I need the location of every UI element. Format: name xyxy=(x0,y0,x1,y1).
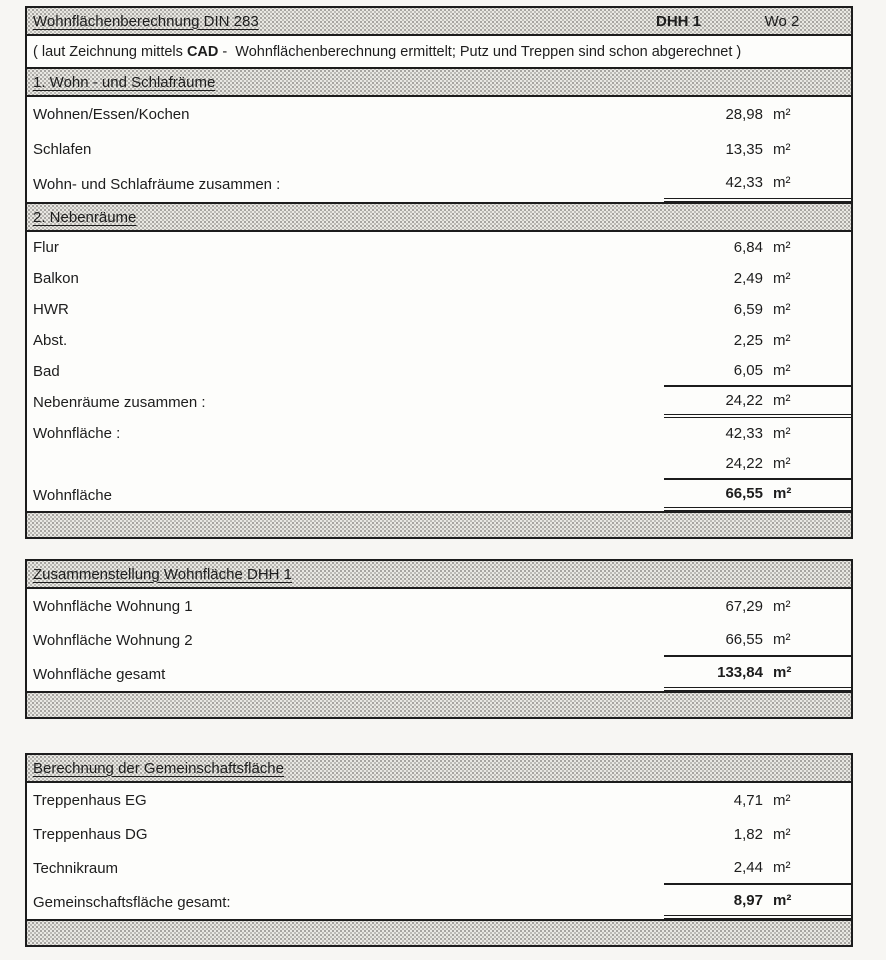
subtitle-text-a: ( laut Zeichnung mittels xyxy=(33,43,187,60)
column-header-dhh1: DHH 1 xyxy=(655,12,701,30)
row-unit: m² xyxy=(773,362,791,379)
row-value-group xyxy=(664,623,851,657)
hatched-footer-band xyxy=(27,511,851,537)
row-unit: m² xyxy=(773,392,791,409)
table1-header-band xyxy=(27,8,851,36)
row-unit: m² xyxy=(773,663,792,681)
row-unit: m² xyxy=(773,455,791,472)
row-value-group xyxy=(664,294,851,325)
table-row xyxy=(27,623,851,657)
table3-header-band xyxy=(27,755,851,783)
row-unit: m² xyxy=(773,239,791,256)
row-label: Wohn- und Schlafräume zusammen : xyxy=(33,176,281,193)
row-value: 1,82 xyxy=(733,825,763,843)
table-row-total xyxy=(27,480,851,511)
row-value: 8,97 xyxy=(733,891,763,909)
row-unit: m² xyxy=(773,332,791,349)
row-unit: m² xyxy=(773,630,791,648)
row-value: 133,84 xyxy=(717,663,763,681)
table-row xyxy=(27,232,851,263)
row-unit: m² xyxy=(773,301,791,318)
hatched-footer-band xyxy=(27,691,851,717)
table-row xyxy=(27,294,851,325)
section2-title: 2. Nebenräume xyxy=(33,208,137,226)
table-row xyxy=(27,418,851,449)
section1-header-band xyxy=(27,67,851,97)
row-value-group xyxy=(664,885,851,919)
row-value-group xyxy=(664,132,851,167)
row-label: Schlafen xyxy=(33,141,92,158)
row-label: Abst. xyxy=(33,332,68,349)
row-value-group xyxy=(664,783,851,817)
row-unit: m² xyxy=(773,485,792,502)
table-row xyxy=(27,263,851,294)
row-label: Wohnfläche : xyxy=(33,425,121,442)
table2-title: Zusammenstellung Wohnfläche DHH 1 xyxy=(33,565,293,583)
table2-header-band xyxy=(27,561,851,589)
table-row xyxy=(27,325,851,356)
row-value: 13,35 xyxy=(725,141,763,158)
row-value: 6,59 xyxy=(733,301,763,318)
row-value-group xyxy=(664,851,851,885)
section2-header-band xyxy=(27,202,851,232)
row-unit: m² xyxy=(773,891,792,909)
table-row xyxy=(27,97,851,132)
row-label xyxy=(33,449,664,480)
row-label: Wohnfläche gesamt xyxy=(33,665,166,683)
row-value-group xyxy=(664,589,851,623)
row-value: 28,98 xyxy=(725,106,763,123)
row-value: 24,22 xyxy=(725,392,763,409)
row-unit: m² xyxy=(773,425,791,442)
row-unit: m² xyxy=(773,106,791,123)
row-label: Wohnfläche xyxy=(33,487,112,504)
row-unit: m² xyxy=(773,858,791,876)
gemeinschaftsflaeche-table xyxy=(25,753,853,947)
row-label: Flur xyxy=(33,239,59,256)
subtitle-row xyxy=(27,36,851,67)
table-row xyxy=(27,356,851,387)
table-row xyxy=(27,817,851,851)
table1-title: Wohnflächenberechnung DIN 283 xyxy=(33,12,259,30)
row-value-group xyxy=(664,449,851,480)
hatched-footer-band xyxy=(27,919,851,945)
table-row xyxy=(27,589,851,623)
row-value-group xyxy=(664,657,851,691)
row-value-group xyxy=(664,97,851,132)
row-label: HWR xyxy=(33,301,69,318)
row-value: 67,29 xyxy=(725,597,763,615)
row-label: Technikraum xyxy=(33,859,119,877)
row-label: Treppenhaus EG xyxy=(33,791,147,809)
row-value: 2,44 xyxy=(733,858,763,876)
table-row xyxy=(27,449,851,480)
table-row-subtotal xyxy=(27,387,851,418)
row-value: 66,55 xyxy=(725,485,763,502)
row-label: Wohnen/Essen/Kochen xyxy=(33,106,190,123)
table-row-subtotal xyxy=(27,167,851,202)
table-row xyxy=(27,783,851,817)
row-value-group xyxy=(664,263,851,294)
row-label: Treppenhaus DG xyxy=(33,825,148,843)
table3-title: Berechnung der Gemeinschaftsfläche xyxy=(33,759,284,777)
row-value: 6,84 xyxy=(733,239,763,256)
table-row-total xyxy=(27,885,851,919)
row-value-group xyxy=(664,325,851,356)
row-value: 42,33 xyxy=(725,425,763,442)
row-value: 6,05 xyxy=(733,362,763,379)
subtitle-text-cad: CAD xyxy=(186,43,219,60)
row-value: 24,22 xyxy=(725,455,763,472)
table-row-total xyxy=(27,657,851,691)
row-label: Balkon xyxy=(33,270,79,287)
row-value-group xyxy=(664,418,851,449)
table-row xyxy=(27,132,851,167)
row-value: 42,33 xyxy=(725,174,763,191)
row-value-group xyxy=(664,232,851,263)
column-header-wo2: Wo 2 xyxy=(764,12,800,30)
wohnflaechenberechnung-table xyxy=(25,6,853,539)
row-label: Gemeinschaftsfläche gesamt: xyxy=(33,893,231,911)
row-unit: m² xyxy=(773,791,791,809)
section1-title: 1. Wohn - und Schlafräume xyxy=(33,73,216,91)
row-label: Nebenräume zusammen : xyxy=(33,394,206,411)
row-value-group xyxy=(664,356,851,387)
row-value: 66,55 xyxy=(725,630,763,648)
row-value-group xyxy=(664,387,851,418)
row-label: Bad xyxy=(33,363,60,380)
row-unit: m² xyxy=(773,141,791,158)
subtitle-text-b: - Wohnflächenberechnung ermittelt; Putz und Treppen sind schon abgerechnet ) xyxy=(218,43,742,60)
row-value: 2,25 xyxy=(733,332,763,349)
row-unit: m² xyxy=(773,825,791,843)
row-label: Wohnfläche Wohnung 2 xyxy=(33,631,193,649)
row-value: 4,71 xyxy=(733,791,763,809)
row-unit: m² xyxy=(773,174,791,191)
row-value-group xyxy=(664,817,851,851)
zusammenstellung-table xyxy=(25,559,853,719)
row-label: Wohnfläche Wohnung 1 xyxy=(33,597,193,615)
row-value-group xyxy=(664,480,851,511)
row-value-group xyxy=(664,167,851,202)
row-unit: m² xyxy=(773,270,791,287)
row-unit: m² xyxy=(773,597,791,615)
row-value: 2,49 xyxy=(733,270,763,287)
table-row xyxy=(27,851,851,885)
